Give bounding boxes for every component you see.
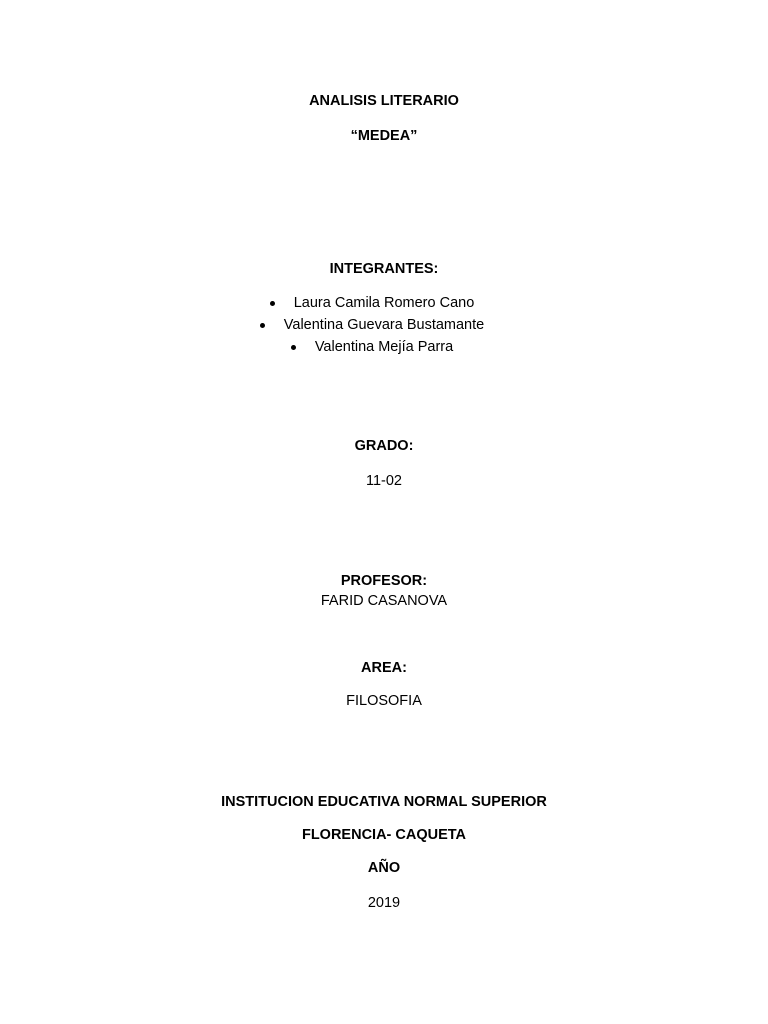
city-name: FLORENCIA- CAQUETA	[301, 827, 467, 843]
list-item	[0, 316, 768, 334]
document-title: ANALISIS LITERARIO	[309, 93, 459, 109]
area-heading: AREA:	[361, 660, 407, 676]
teacher-heading: PROFESOR:	[340, 573, 428, 589]
grade-heading: GRADO:	[354, 438, 414, 454]
area-value: FILOSOFIA	[346, 693, 422, 709]
list-item	[0, 338, 768, 356]
grade-value: 11-02	[365, 473, 402, 489]
bullet-icon	[270, 301, 275, 306]
year-value: 2019	[367, 895, 401, 911]
bullet-icon	[291, 345, 296, 350]
list-item	[0, 294, 768, 312]
year-heading: AÑO	[367, 860, 401, 876]
bullet-icon	[260, 323, 265, 328]
member-name: Valentina Guevara Bustamante	[283, 317, 485, 333]
institution-name: INSTITUCION EDUCATIVA NORMAL SUPERIOR	[221, 794, 547, 810]
teacher-name: FARID CASANOVA	[320, 593, 448, 609]
member-name: Valentina Mejía Parra	[314, 339, 454, 355]
members-heading: INTEGRANTES:	[329, 261, 439, 277]
work-title: “MEDEA”	[350, 128, 418, 144]
member-name: Laura Camila Romero Cano	[293, 295, 475, 311]
